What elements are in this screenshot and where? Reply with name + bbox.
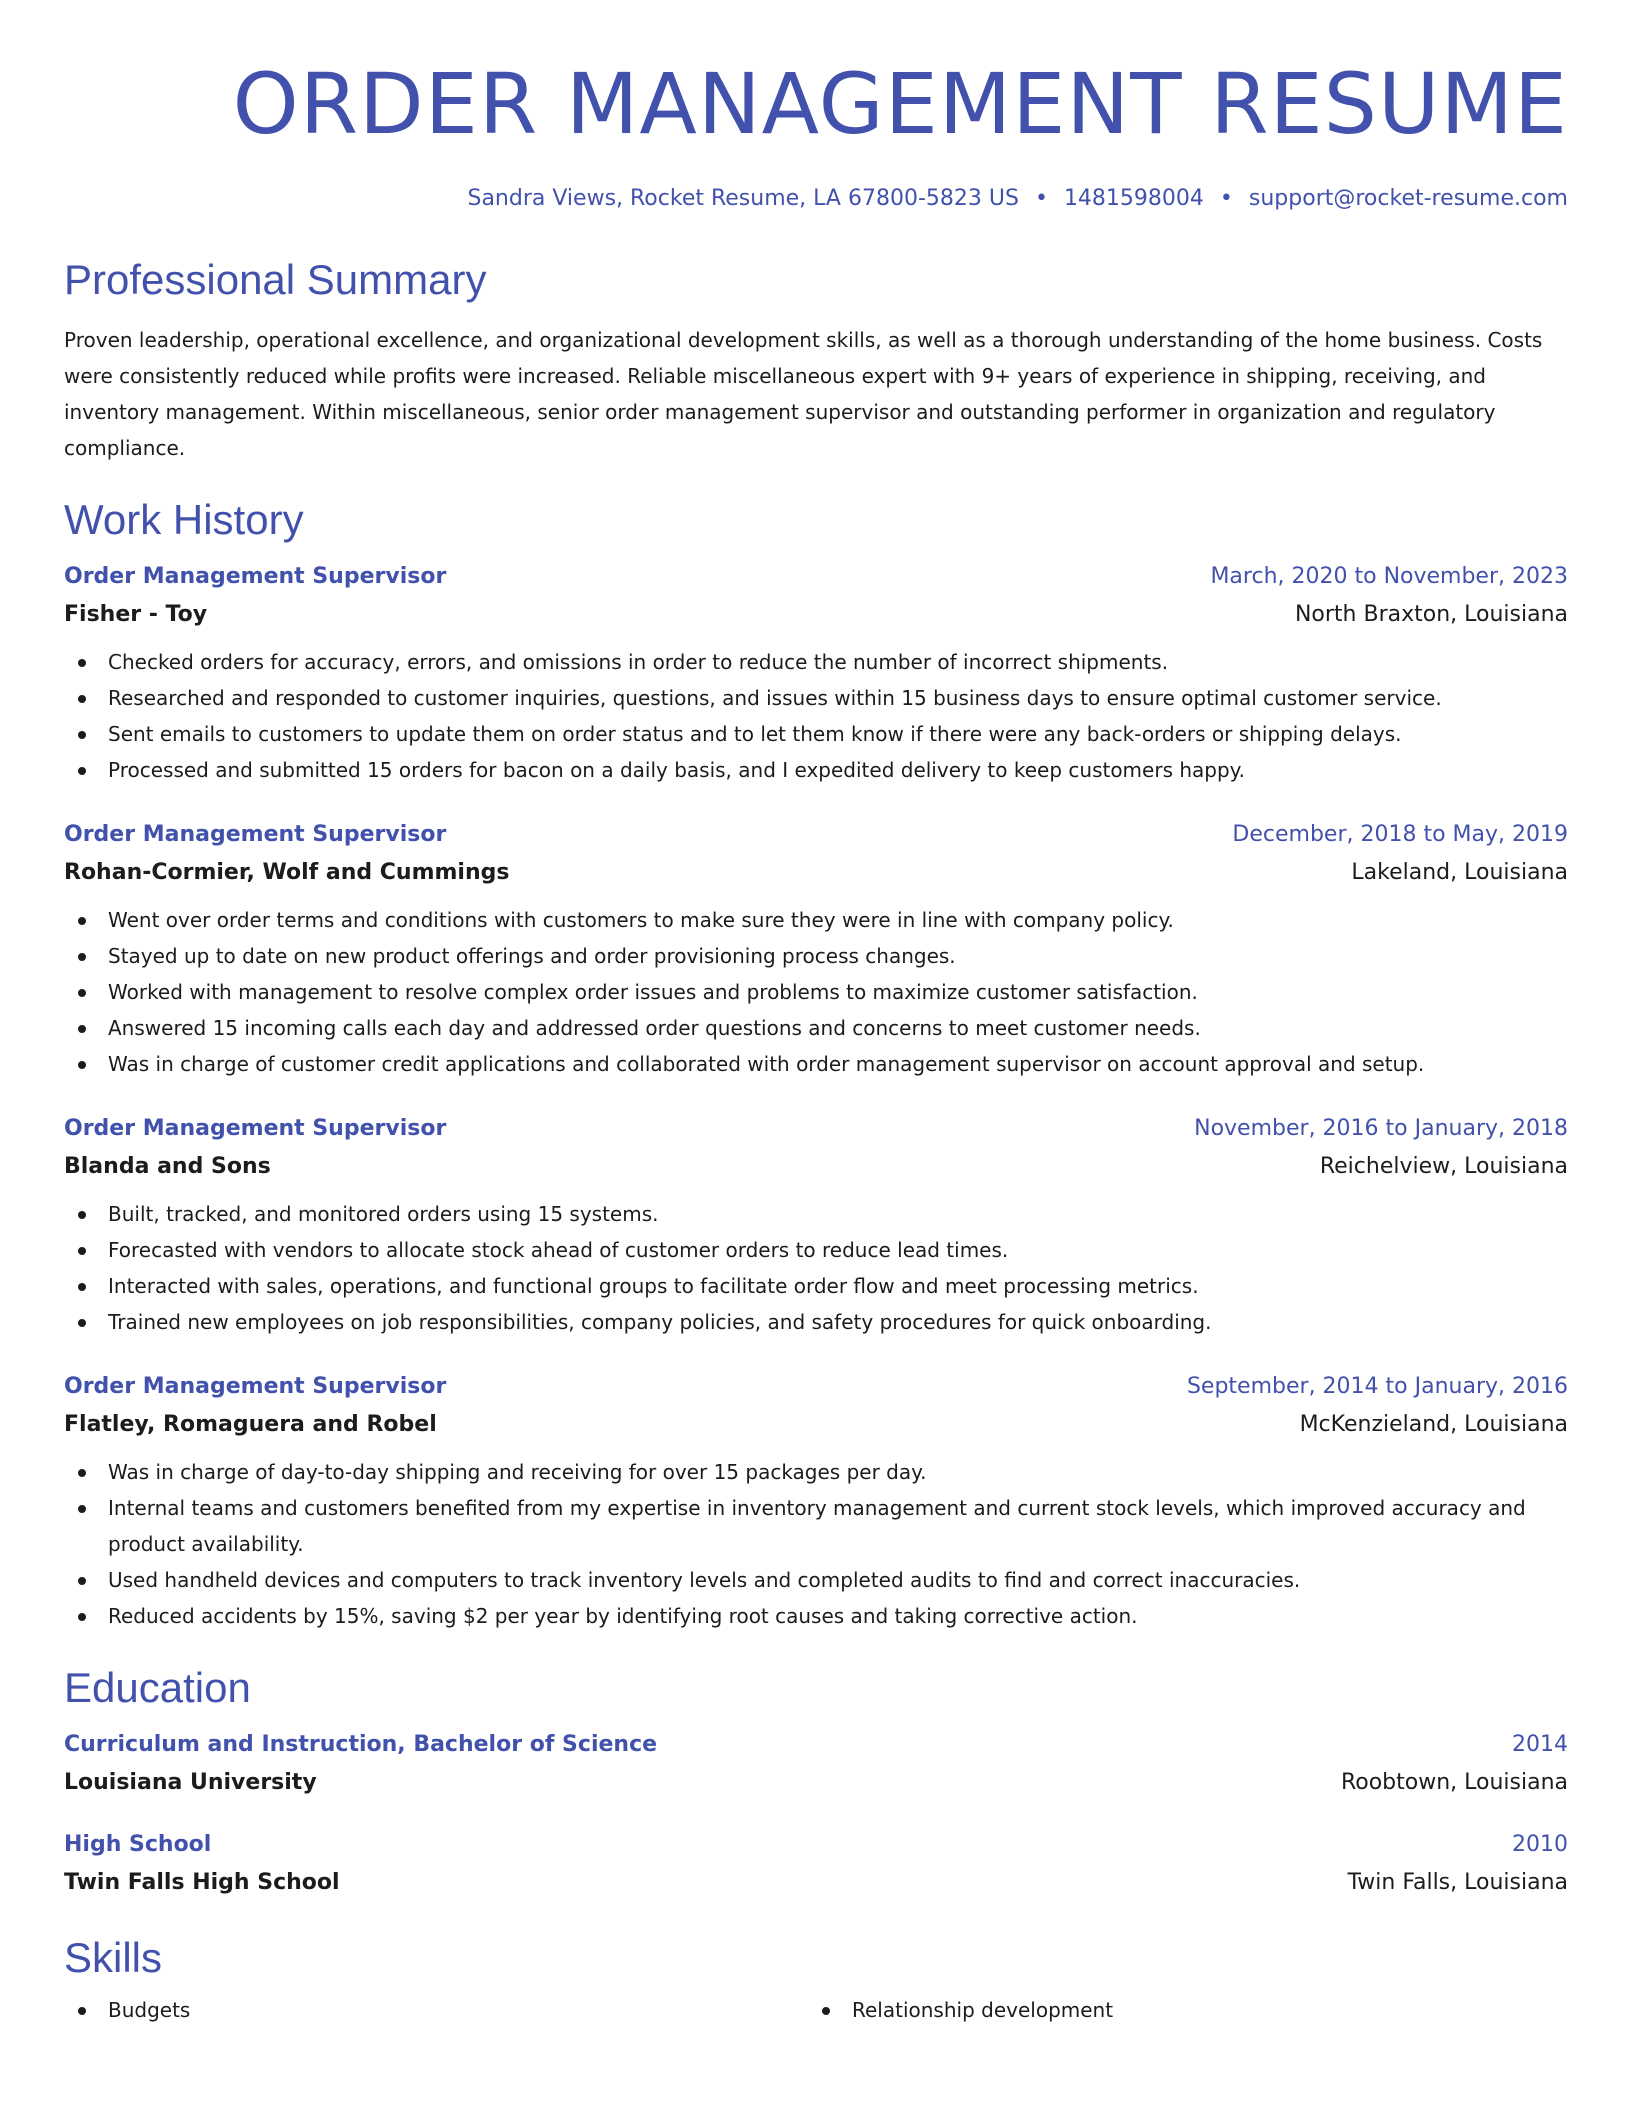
list-item: Worked with management to resolve complex order issues and problems to maximize customer satisfaction.: [64, 974, 1568, 1010]
job-location: Reichelview, Louisiana: [1319, 1154, 1568, 1179]
bullet-icon: [78, 1283, 86, 1291]
bullet-icon: [78, 1061, 86, 1069]
job-title: Order Management Supervisor: [64, 1116, 447, 1141]
bullet-icon: [822, 2007, 830, 2015]
school-name: Twin Falls High School: [64, 1870, 340, 1895]
bullet-icon: [78, 731, 86, 739]
bullet-icon: [78, 767, 86, 775]
list-item: Researched and responded to customer inquiries, questions, and issues within 15 business days to ensure optimal customer service.: [64, 680, 1568, 716]
education-entry: [64, 1830, 1568, 1898]
job-duties: [64, 902, 1568, 1082]
contact-email[interactable]: support@rocket-resume.com: [1248, 186, 1568, 211]
bullet-icon: [78, 695, 86, 703]
list-item: Built, tracked, and monitored orders using 15 systems.: [64, 1196, 1568, 1232]
education-heading: Education: [64, 1664, 251, 1711]
list-item: Internal teams and customers benefited from my expertise in inventory management and current stock levels, which improved accuracy and product availability.: [64, 1490, 1568, 1562]
list-item: Was in charge of customer credit applications and collaborated with order management supervisor on account approval and setup.: [64, 1046, 1568, 1082]
bullet-icon: [78, 1025, 86, 1033]
job-entry: [64, 820, 1568, 1082]
job-location: McKenzieland, Louisiana: [1299, 1412, 1568, 1437]
school-location: Roobtown, Louisiana: [1340, 1770, 1568, 1795]
company-name: Fisher - Toy: [64, 602, 208, 627]
bullet-icon: [78, 2007, 86, 2015]
job-entry: [64, 1372, 1568, 1634]
degree-name: Curriculum and Instruction, Bachelor of Science: [64, 1732, 658, 1757]
bullet-icon: [78, 1211, 86, 1219]
job-duties: [64, 1454, 1568, 1634]
bullet-icon: [78, 1247, 86, 1255]
job-duties: [64, 644, 1568, 788]
skills-column-left: [64, 1992, 808, 2028]
list-item: Used handheld devices and computers to track inventory levels and completed audits to find and correct inaccuracies.: [64, 1562, 1568, 1598]
list-item: Answered 15 incoming calls each day and addressed order questions and concerns to meet customer needs.: [64, 1010, 1568, 1046]
education-entry: [64, 1730, 1568, 1798]
job-location: North Braxton, Louisiana: [1294, 602, 1568, 627]
bullet-icon: [78, 659, 86, 667]
bullet-icon: [78, 1469, 86, 1477]
bullet-icon: [78, 1613, 86, 1621]
graduation-year: 2010: [1512, 1832, 1568, 1857]
list-item: Was in charge of day-to-day shipping and receiving for over 15 packages per day.: [64, 1454, 1568, 1490]
graduation-year: 2014: [1512, 1732, 1568, 1757]
summary-heading: Professional Summary: [64, 256, 487, 303]
job-title: Order Management Supervisor: [64, 1374, 447, 1399]
list-item: Trained new employees on job responsibilities, company policies, and safety procedures for quick onboarding.: [64, 1304, 1568, 1340]
contact-separator: •: [1219, 186, 1233, 211]
resume-page: [64, 0, 1568, 2028]
job-dates: March, 2020 to November, 2023: [1210, 564, 1568, 589]
bullet-icon: [78, 1319, 86, 1327]
contact-line: [64, 184, 1568, 214]
bullet-icon: [78, 1505, 86, 1513]
skills-column-right: [808, 1992, 1552, 2028]
company-name: Flatley, Romaguera and Robel: [64, 1412, 437, 1437]
job-dates: September, 2014 to January, 2016: [1186, 1374, 1568, 1399]
bullet-icon: [78, 989, 86, 997]
job-title: Order Management Supervisor: [64, 564, 447, 589]
company-name: Rohan-Cormier, Wolf and Cummings: [64, 860, 510, 885]
resume-title: ORDER MANAGEMENT RESUME: [232, 55, 1568, 153]
list-item: Forecasted with vendors to allocate stock ahead of customer orders to reduce lead times.: [64, 1232, 1568, 1268]
list-item: Reduced accidents by 15%, saving $2 per year by identifying root causes and taking corrective action.: [64, 1598, 1568, 1634]
list-item: Checked orders for accuracy, errors, and omissions in order to reduce the number of incorrect shipments.: [64, 644, 1568, 680]
bullet-icon: [78, 917, 86, 925]
contact-phone: 1481598004: [1063, 186, 1204, 211]
work-history-heading: Work History: [64, 496, 304, 543]
job-duties: [64, 1196, 1568, 1340]
contact-address: Sandra Views, Rocket Resume, LA 67800-5823 US: [467, 186, 1019, 211]
skills-list: [64, 1992, 1568, 2028]
skill-item: Budgets: [64, 1992, 808, 2028]
bullet-icon: [78, 1577, 86, 1585]
summary-text: Proven leadership, operational excellence, and organizational development skills, as well as a thorough understanding of the home business. Costs were consistently reduced while profits were increased. Reliable miscellaneous expert with 9+ years of experience in shipping, receiving, and inventory management. Within miscellaneous, senior order management supervisor and outstanding performer in organization and regulatory compliance.: [64, 328, 1543, 460]
job-entry: [64, 562, 1568, 788]
skills-heading: Skills: [64, 1934, 163, 1981]
job-dates: December, 2018 to May, 2019: [1232, 822, 1568, 847]
job-entry: [64, 1114, 1568, 1340]
job-dates: November, 2016 to January, 2018: [1194, 1116, 1568, 1141]
skill-item: Relationship development: [808, 1992, 1552, 2028]
company-name: Blanda and Sons: [64, 1154, 271, 1179]
list-item: Processed and submitted 15 orders for bacon on a daily basis, and I expedited delivery to keep customers happy.: [64, 752, 1568, 788]
job-title: Order Management Supervisor: [64, 822, 447, 847]
list-item: Went over order terms and conditions with customers to make sure they were in line with company policy.: [64, 902, 1568, 938]
job-location: Lakeland, Louisiana: [1351, 860, 1568, 885]
school-location: Twin Falls, Louisiana: [1347, 1870, 1568, 1895]
school-name: Louisiana University: [64, 1770, 317, 1795]
degree-name: High School: [64, 1832, 212, 1857]
bullet-icon: [78, 953, 86, 961]
list-item: Interacted with sales, operations, and functional groups to facilitate order flow and meet processing metrics.: [64, 1268, 1568, 1304]
contact-separator: •: [1034, 186, 1048, 211]
list-item: Stayed up to date on new product offerings and order provisioning process changes.: [64, 938, 1568, 974]
list-item: Sent emails to customers to update them on order status and to let them know if there were any back-orders or shipping delays.: [64, 716, 1568, 752]
